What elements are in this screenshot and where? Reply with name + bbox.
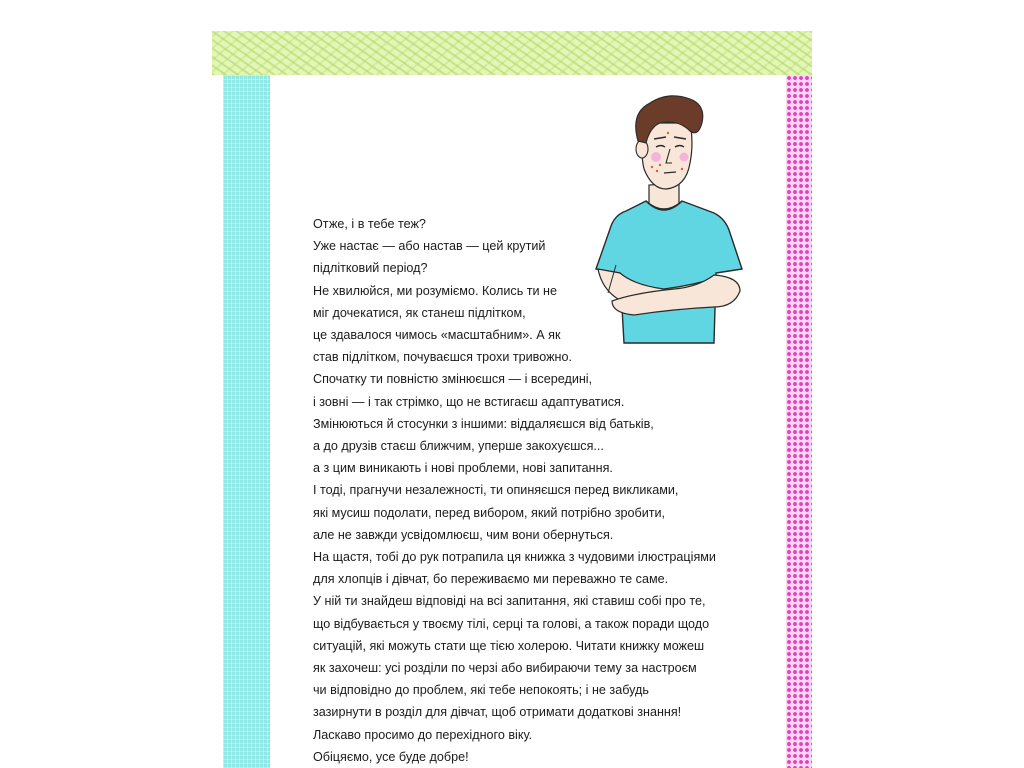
text-line: це здавалося чимось «масштабним». А як	[313, 328, 561, 343]
text-line: Не хвилюйся, ми розуміємо. Колись ти не	[313, 283, 558, 298]
intro-text	[313, 213, 753, 768]
top-decorative-band	[212, 31, 812, 75]
left-decorative-band	[223, 75, 270, 768]
book-page	[212, 31, 812, 768]
text-line: і зовні — і так стрімко, що не встигаєш адаптуватися.	[313, 394, 625, 409]
text-line: Змінюються й стосунки з іншими: віддаляєшся від батьків,	[313, 416, 654, 431]
text-line: ситуацій, які можуть стати ще тією холерою. Читати книжку можеш	[313, 638, 705, 653]
text-line: чи відповідно до проблем, які тебе непокоять; і не забудь	[313, 683, 649, 698]
text-line: став підлітком, почуваєшся трохи тривожно.	[313, 350, 572, 365]
text-line: Уже настає — або настав — цей крутий	[313, 239, 546, 254]
text-line: У ній ти знайдеш відповіді на всі запитання, які ставиш собі про те,	[313, 594, 706, 609]
right-decorative-band	[786, 75, 812, 768]
text-line: І тоді, прагнучи незалежності, ти опиняєшся перед викликами,	[313, 483, 679, 498]
text-line: для хлопців і дівчат, бо переживаємо ми переважно те саме.	[313, 572, 669, 587]
text-line: Ласкаво просимо до перехідного віку.	[313, 727, 533, 742]
text-line: зазирнути в розділ для дівчат, щоб отримати додаткові знання!	[313, 705, 682, 720]
text-line: а до друзів стаєш ближчим, уперше закохуєшся...	[313, 439, 604, 454]
text-line: які мусиш подолати, перед вибором, який потрібно зробити,	[313, 505, 666, 520]
text-line: Обіцяємо, усе буде добре!	[313, 749, 469, 764]
text-line: Отже, і в тебе теж?	[313, 217, 426, 231]
text-line: що відбувається у твоєму тілі, серці та голові, а також поради щодо	[313, 616, 710, 631]
text-line: Спочатку ти повністю змінюєшся — і всередині,	[313, 372, 593, 387]
text-line: а з цим виникають і нові проблеми, нові запитання.	[313, 461, 613, 476]
text-line: як захочеш: усі розділи по черзі або вибираючи тему за настроєм	[313, 661, 697, 676]
text-line: але не завжди усвідомлюєш, чим вони обернуться.	[313, 527, 614, 542]
text-line: підлітковий період?	[313, 261, 428, 276]
text-line: На щастя, тобі до рук потрапила ця книжка з чудовими ілюстраціями	[313, 550, 716, 565]
text-line: міг дочекатися, як станеш підлітком,	[313, 305, 526, 320]
